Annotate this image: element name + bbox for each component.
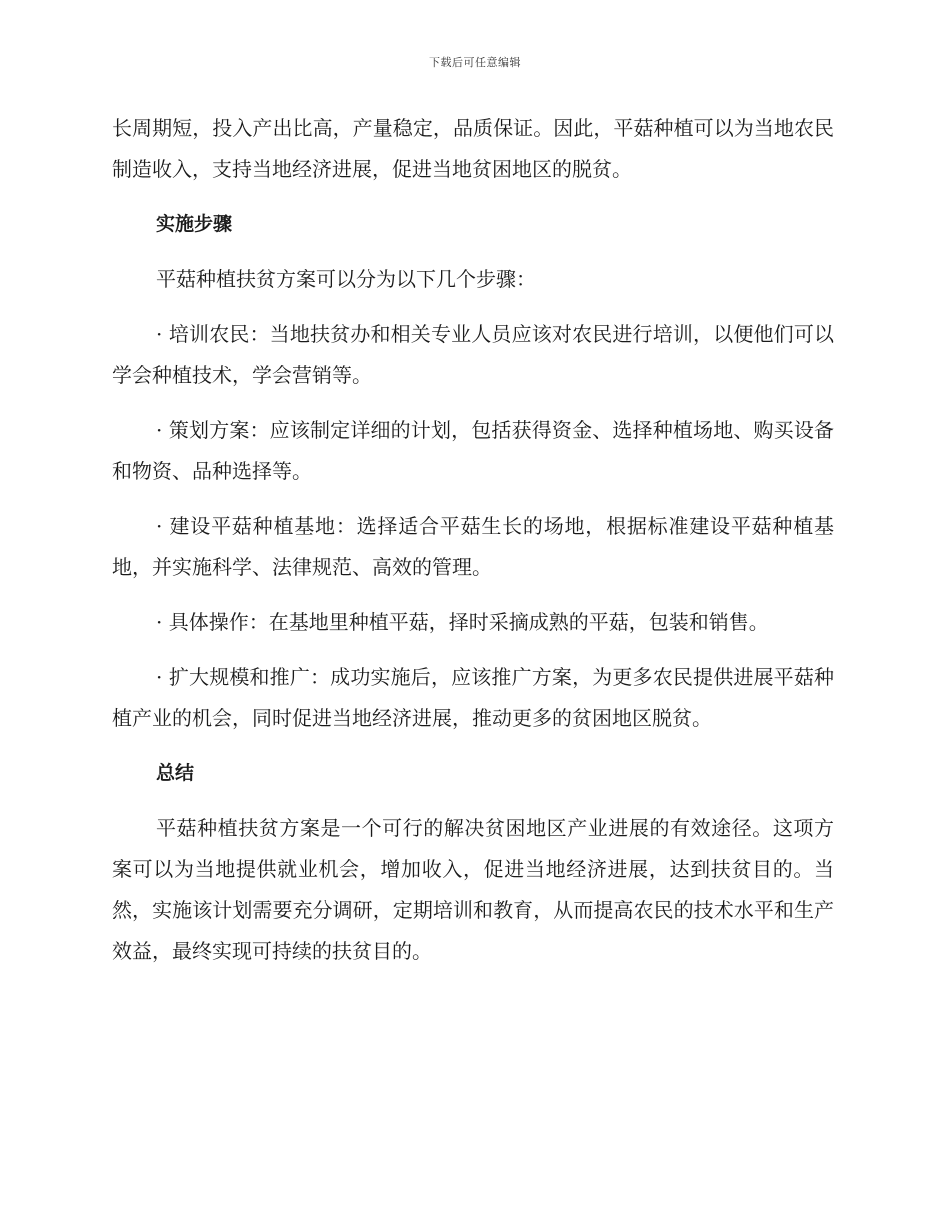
header-note: 下载后可任意编辑 xyxy=(429,56,521,69)
step-item-expansion: · 扩大规模和推广：成功实施后，应该推广方案，为更多农民提供进展平菇种植产业的机会，同时促进当地经济进展，推动更多的贫困地区脱贫。 xyxy=(112,665,834,730)
section-heading-steps: 实施步骤 xyxy=(156,213,233,235)
step-item-operation: · 具体操作：在基地里种植平菇，择时采摘成熟的平菇，包装和销售。 xyxy=(156,610,769,634)
steps-lead-paragraph: 平菇种植扶贫方案可以分为以下几个步骤： xyxy=(156,267,536,291)
section-heading-summary: 总结 xyxy=(156,762,195,784)
intro-continuation-paragraph: 长周期短，投入产出比高，产量稳定，品质保证。因此，平菇种植可以为当地农民制造收入，支持当地经济进展，促进当地贫困地区的脱贫。 xyxy=(112,116,834,181)
step-item-base-construction: · 建设平菇种植基地：选择适合平菇生长的场地，根据标准建设平菇种植基地，并实施科学、法律规范、高效的管理。 xyxy=(112,514,834,579)
summary-paragraph: 平菇种植扶贫方案是一个可行的解决贫困地区产业进展的有效途径。这项方案可以为当地提供就业机会，增加收入，促进当地经济进展，达到扶贫目的。当然，实施该计划需要充分调研，定期培训和教育，从而提高农民的技术水平和生产效益，最终实现可持续的扶贫目的。 xyxy=(112,816,834,963)
document-body xyxy=(112,108,834,986)
step-item-training: · 培训农民：当地扶贫办和相关专业人员应该对农民进行培训，以便他们可以学会种植技术，学会营销等。 xyxy=(112,322,834,387)
step-item-planning: · 策划方案：应该制定详细的计划，包括获得资金、选择种植场地、购买设备和物资、品种选择等。 xyxy=(112,418,834,483)
